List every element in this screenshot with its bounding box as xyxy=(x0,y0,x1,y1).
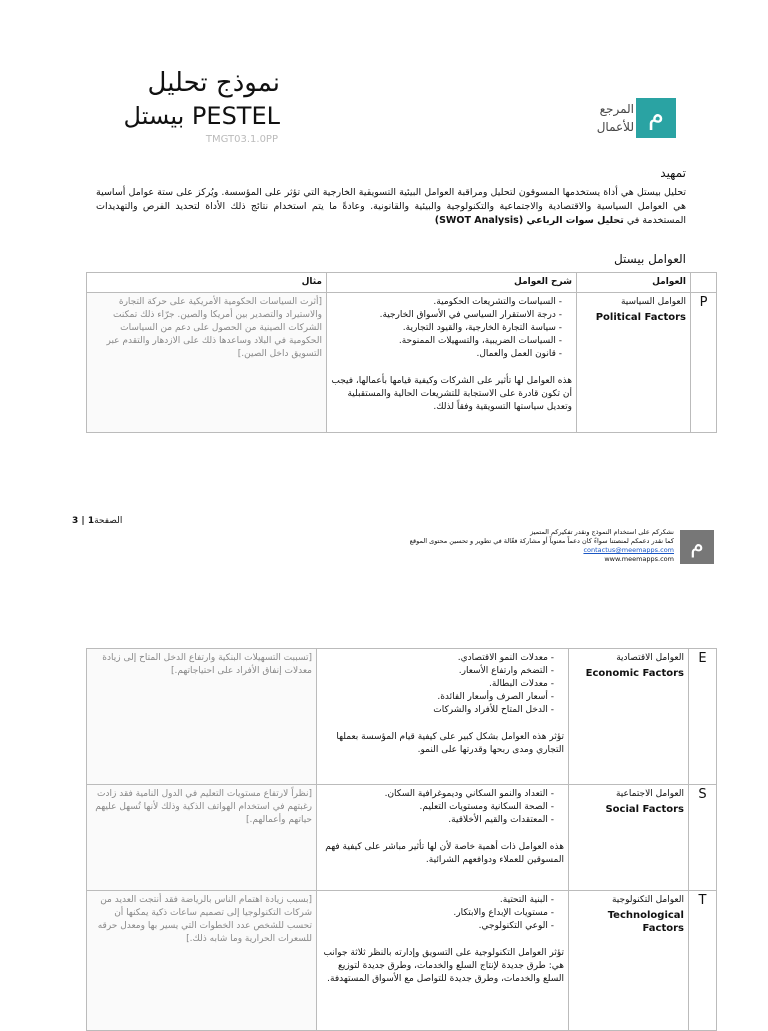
page-total: 3 xyxy=(72,516,79,526)
list-item: - التعداد والنمو السكاني وديموغرافية السكان. xyxy=(321,788,554,801)
table-row xyxy=(87,785,717,891)
page-number: 3 | 1الصفحة xyxy=(72,516,123,526)
intro-body: تحليل بيستل هي أداة يستخدمها المسوقون لتحليل ومراقبة العوامل البيئية التسويقية الخارجية التي تؤثر على المؤسسة. ويُركز على ستة عوامل أساسية هي العوامل السياسية والاقتصادية والاجتماعية والتكنولوجية والبيئية والقانونية. وعادةً ما يتم استخدام نتائج ذلك الأداة لتحديد الفرص والتهديدات المستخدمة في xyxy=(96,187,686,226)
pestel-table-page2 xyxy=(86,648,717,1031)
header-factor: العوامل xyxy=(577,273,691,293)
factor-english: Economic Factors xyxy=(585,668,684,679)
header-letter xyxy=(691,273,717,293)
explain-cell xyxy=(317,649,569,785)
footer-text xyxy=(410,528,674,564)
document-code: TMGT03.1.0PP xyxy=(205,134,278,145)
list-item: - قانون العمل والعمال. xyxy=(331,348,562,361)
example-cell: [نظراً لارتفاع مستويات التعليم في الدول النامية فقد زادت رغبتهم في استخدام الهواتف الذكية وذلك لأنها تُسهل عليهم حياتهم وأعمالهم.] xyxy=(87,785,317,891)
explain-cell xyxy=(327,293,577,433)
footer-email-link[interactable]: contactus@meemapps.com xyxy=(583,546,674,554)
section-heading: العوامل بيستل xyxy=(613,252,686,266)
logo-text xyxy=(597,100,634,136)
factor-cell xyxy=(569,785,689,891)
footer-website: www.meemapps.com xyxy=(604,555,674,563)
document-title-line1: نموذج تحليل xyxy=(147,68,280,98)
list-item: - معدلات النمو الاقتصادي. xyxy=(321,652,554,665)
intro-swot-bold: تحليل سوات الرباعي (SWOT Analysis) xyxy=(434,215,624,226)
table-row xyxy=(87,293,717,433)
explain-note: تؤثر هذه العوامل بشكل كبير على كيفية قيام المؤسسة بعملها التجاري ومدى ربحها وقدرتها على النمو. xyxy=(336,732,564,755)
factor-letter: E xyxy=(689,649,717,785)
list-item: - سياسة التجارة الخارجية، والقيود التجارية. xyxy=(331,322,562,335)
intro-heading: تمهيد xyxy=(660,166,686,180)
factor-letter: S xyxy=(689,785,717,891)
logo-icon: م xyxy=(636,98,676,138)
header-explain: شرح العوامل xyxy=(327,273,577,293)
factor-english: Political Factors xyxy=(595,312,686,323)
factor-letter: P xyxy=(691,293,717,433)
footer-logo-icon: م xyxy=(680,530,714,564)
table-row xyxy=(87,891,717,1031)
factor-arabic: العوامل الاقتصادية xyxy=(616,653,684,663)
factor-cell xyxy=(569,891,689,1031)
footer-line1: نشكركم على استخدام النموذج ونقدر تفكيركم المتميز xyxy=(530,528,674,536)
list-item: - المعتقدات والقيم الأخلاقية. xyxy=(321,814,554,827)
explain-note: تؤثر العوامل التكنولوجية على التسويق وإدارته بالنظر ثلاثة جوانب هي: طرق جديدة لإنتاج السلع والخدمات، وطرق جديدة لتوزيع السلع والخدمات، وطرق جديدة للتواصل مع الأسواق المستهدفة. xyxy=(323,948,564,984)
list-item: - درجة الاستقرار السياسي في الأسواق الخارجية. xyxy=(331,309,562,322)
table-row xyxy=(87,649,717,785)
list-item: - السياسات الضريبية، والتسهيلات الممنوحة. xyxy=(331,335,562,348)
list-item: - البنية التحتية. xyxy=(321,894,554,907)
header-example: مثال xyxy=(87,273,327,293)
factor-english: Social Factors xyxy=(605,804,684,815)
factor-arabic: العوامل الاجتماعية xyxy=(615,789,684,799)
list-item: - السياسات والتشريعات الحكومية. xyxy=(331,296,562,309)
explain-note: هذه العوامل ذات أهمية خاصة لأن لها تأثير مباشر على كيفية فهم المسوقين للعملاء ودوافعهم الشرائية. xyxy=(325,842,564,865)
list-item: - الدخل المتاح للأفراد والشركات xyxy=(321,704,554,717)
list-item: - التضخم وارتفاع الأسعار. xyxy=(321,665,554,678)
factor-cell xyxy=(569,649,689,785)
document-title-line2: بيستل PESTEL xyxy=(123,102,280,130)
footer-line2: كما نقدر دعمكم لمنصتنا سواءً كان دعماً معنوياً أو مشاركة فعّالة في تطوير و تحسين محتوى الموقع xyxy=(409,537,674,545)
list-item: - أسعار الصرف وأسعار الفائدة. xyxy=(321,691,554,704)
page-current: 1 xyxy=(87,516,95,526)
example-cell: [بسبب زيادة اهتمام الناس بالرياضة فقد أنتجت العديد من شركات التكنولوجيا إلى تصميم ساعات ذكية يمكنها أن تحسب للشخص عدد الخطوات التي يسير بها ومعدل حرقه للسعرات الحرارية وما شابه ذلك.] xyxy=(87,891,317,1031)
explain-cell xyxy=(317,891,569,1031)
logo-text-line2: للأعمال xyxy=(596,120,634,134)
list-item: - معدلات البطالة. xyxy=(321,678,554,691)
table-header-row xyxy=(87,273,717,293)
factor-english: Technological Factors xyxy=(607,910,684,934)
example-cell: [أثرت السياسات الحكومية الأمريكية على حركة التجارة والاستيراد والتصدير بين أمريكا والصين. جرّاء ذلك تمكنت الشركات الصينية من الحصول على دعم من السياسات الحكومية في البلاد وساعدها ذلك على الازدهار والتقدم عبر التسويق داخل الصين.] xyxy=(87,293,327,433)
factor-arabic: العوامل السياسية xyxy=(620,297,686,307)
example-cell: [تسببت التسهيلات البنكية وارتفاع الدخل المتاح إلى زيادة معدلات إنفاق الأفراد على احتياجاتهم.] xyxy=(87,649,317,785)
factor-cell xyxy=(577,293,691,433)
list-item: - الصحة السكانية ومستويات التعليم. xyxy=(321,801,554,814)
page-label: الصفحة xyxy=(94,516,123,526)
explain-cell xyxy=(317,785,569,891)
intro-paragraph xyxy=(96,186,686,228)
list-item: - الوعي التكنولوجي. xyxy=(321,920,554,933)
logo-text-line1: المرجع xyxy=(599,102,634,116)
factor-letter: T xyxy=(689,891,717,1031)
factor-arabic: العوامل التكنولوجية xyxy=(611,895,684,905)
pestel-table-page1 xyxy=(86,272,717,433)
list-item: - مستويات الإبداع والابتكار. xyxy=(321,907,554,920)
explain-note: هذه العوامل لها تأثير على الشركات وكيفية قيامها بأعمالها، فيجب أن تكون قادرة على الاستجابة للتشريعات الحالية والمستقبلية وتعديل سياستها التسويقية وفقاً لذلك. xyxy=(331,376,572,412)
